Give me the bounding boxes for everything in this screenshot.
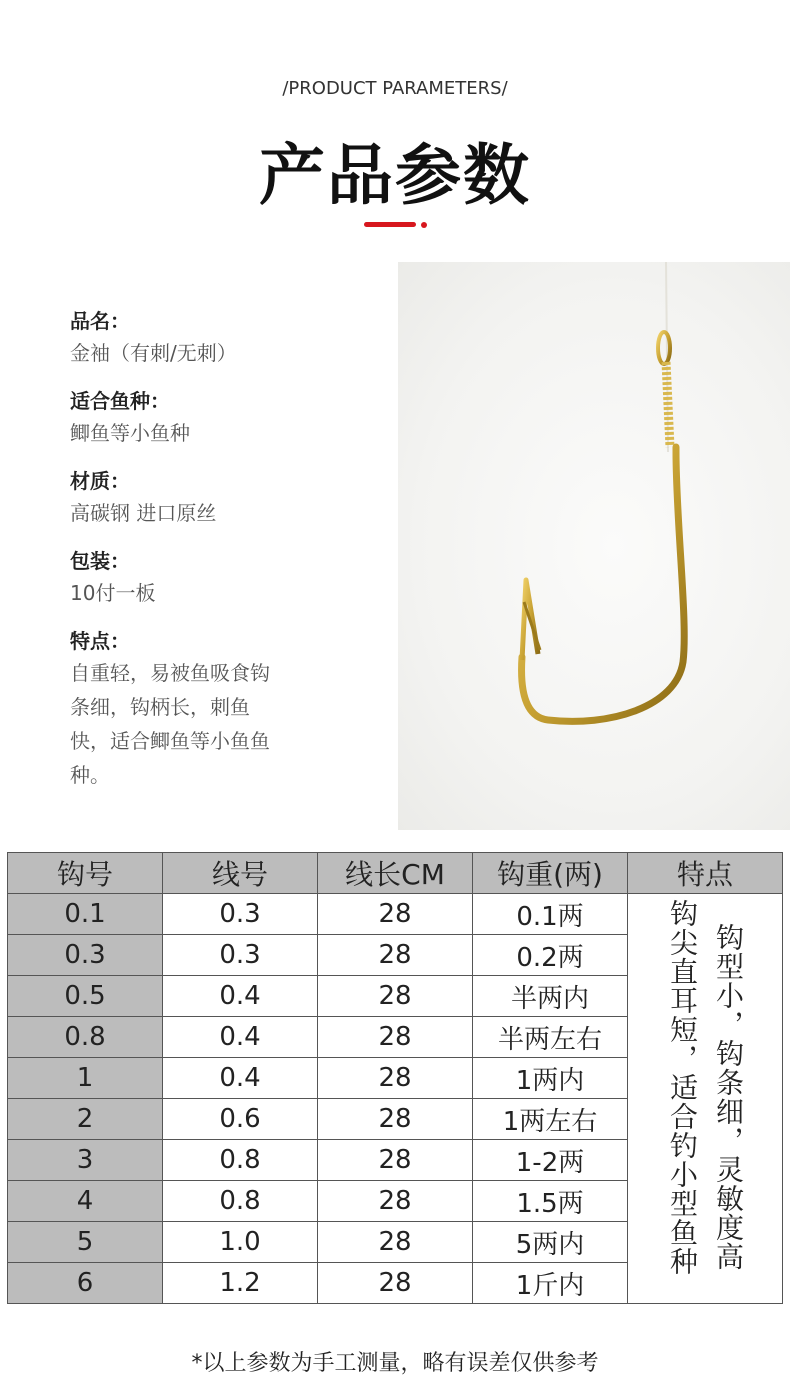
table-cell: 28 [318,1140,473,1181]
spec-table [7,852,783,1304]
col-line-no: 线号 [163,853,318,894]
table-cell: 0.1两 [473,894,628,935]
table-cell: 28 [318,1058,473,1099]
col-features: 特点 [628,853,783,894]
table-cell: 0.1 [8,894,163,935]
table-cell: 半两左右 [473,1017,628,1058]
feature-text-col2: 钩尖直耳短，适合钓小型鱼种 [666,898,699,1276]
table-cell: 1两左右 [473,1099,628,1140]
table-cell: 0.8 [163,1140,318,1181]
table-cell: 3 [8,1140,163,1181]
param-name-label: 品名： [70,309,130,333]
table-cell: 半两内 [473,976,628,1017]
table-cell: 2 [8,1099,163,1140]
param-package-label: 包装： [70,549,130,573]
table-cell: 0.2两 [473,935,628,976]
param-features-label: 特点： [70,629,130,653]
table-cell: 0.8 [163,1181,318,1222]
table-cell: 0.3 [8,935,163,976]
table-cell: 1-2两 [473,1140,628,1181]
param-package [70,546,370,610]
col-line-length: 线长CM [318,853,473,894]
table-cell: 1斤内 [473,1263,628,1304]
table-cell: 4 [8,1181,163,1222]
table-cell: 0.6 [163,1099,318,1140]
subtitle: /PRODUCT PARAMETERS/ [282,78,508,99]
table-cell: 1 [8,1058,163,1099]
table-cell: 0.4 [163,1017,318,1058]
accent-dot [421,222,427,228]
accent-bar [364,222,416,227]
feature-text-col1: 钩型小，钩条细，灵敏度高 [712,922,745,1271]
table-cell: 0.5 [8,976,163,1017]
table-cell: 28 [318,1099,473,1140]
param-fish-label: 适合鱼种： [70,389,170,413]
fishing-hook-icon [398,262,790,830]
table-cell: 0.4 [163,1058,318,1099]
table-cell: 0.3 [163,935,318,976]
features-cell [628,894,783,1304]
param-fish [70,386,370,450]
table-cell: 0.8 [8,1017,163,1058]
table-cell: 28 [318,894,473,935]
table-cell: 28 [318,976,473,1017]
table-cell: 0.4 [163,976,318,1017]
table-cell: 28 [318,1181,473,1222]
param-material [70,466,370,530]
table-cell: 28 [318,1263,473,1304]
table-cell: 28 [318,1222,473,1263]
table-row [8,894,783,935]
table-cell: 1.0 [163,1222,318,1263]
table-cell: 0.3 [163,894,318,935]
table-cell: 5 [8,1222,163,1263]
param-features-value: 自重轻，易被鱼吸食钩条细，钩柄长，刺鱼快，适合鲫鱼等小鱼鱼种。 [70,661,270,787]
param-fish-value: 鲫鱼等小鱼种 [70,421,190,445]
table-cell: 1.5两 [473,1181,628,1222]
table-cell: 5两内 [473,1222,628,1263]
col-hook-no: 钩号 [8,853,163,894]
param-material-label: 材质： [70,469,130,493]
table-cell: 1.2 [163,1263,318,1304]
col-hook-weight: 钩重(两) [473,853,628,894]
table-cell: 6 [8,1263,163,1304]
table-cell: 28 [318,1017,473,1058]
param-list [70,306,370,808]
page-title: 产品参数 [259,137,531,214]
features-columns [628,899,782,1299]
param-name [70,306,370,370]
param-package-value: 10付一板 [70,581,156,605]
param-material-value: 高碳钢 进口原丝 [70,501,217,525]
param-name-value: 金袖（有刺/无刺） [70,341,237,365]
table-cell: 28 [318,935,473,976]
footnote: *以上参数为手工测量，略有误差仅供参考 [191,1351,599,1376]
table-header-row [8,853,783,894]
param-features [70,626,370,792]
table-cell: 1两内 [473,1058,628,1099]
